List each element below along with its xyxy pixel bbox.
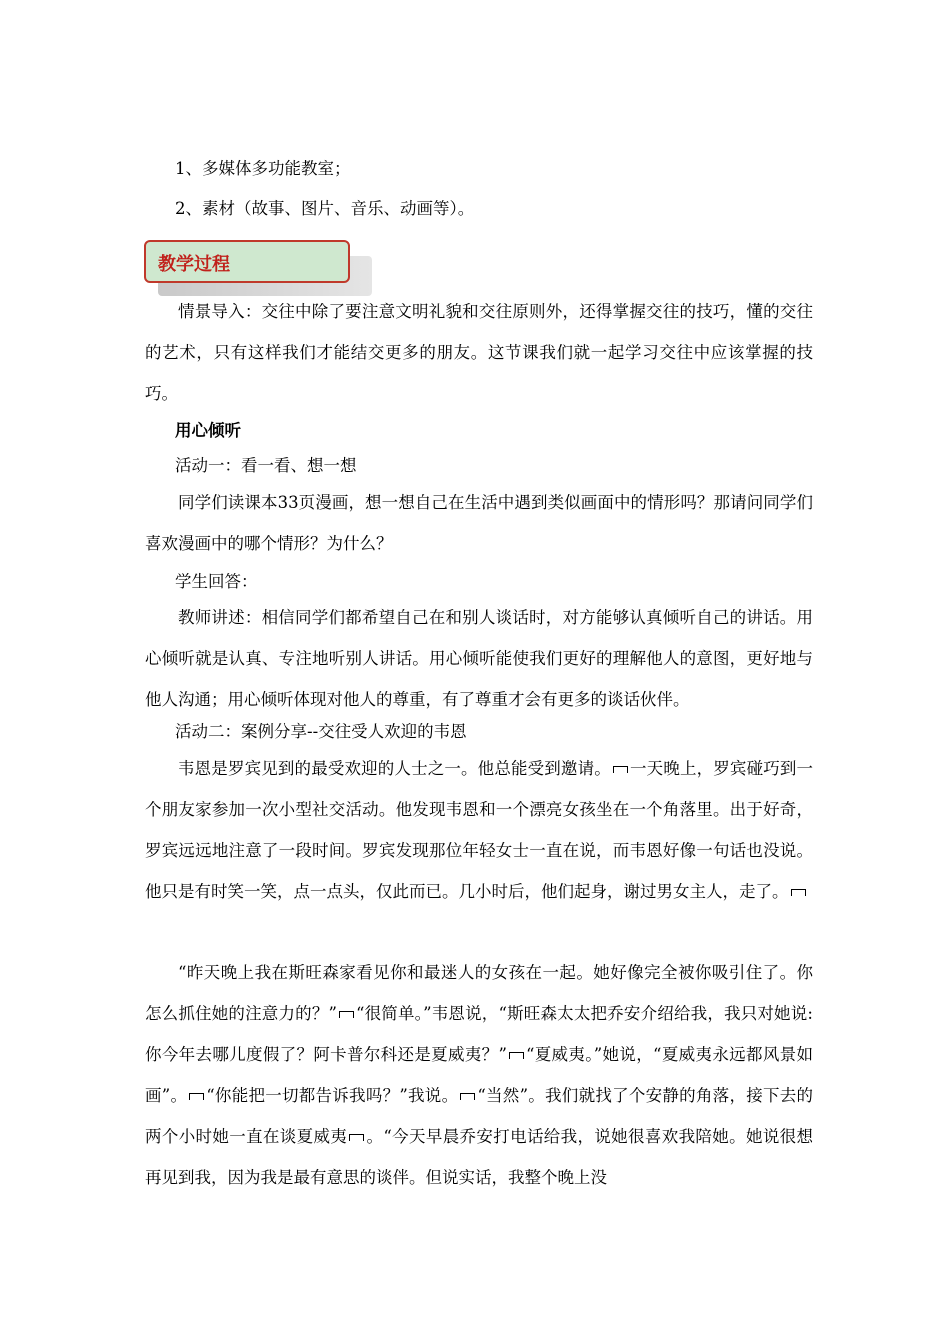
break-mark	[460, 1093, 475, 1100]
student-answer-label: 学生回答：	[175, 572, 258, 591]
story2-part-e: “当然”。我们就找了个安静的角落，接下去的两个小时她一直在谈夏威夷	[145, 1086, 814, 1146]
heading-title: 教学过程	[158, 254, 230, 275]
break-mark	[791, 889, 806, 896]
story2-part-b: “很简单。”韦恩说，“斯旺森太太把乔安介绍给我，我只对她说:你今年去哪儿度假了？阿卡普尔科还是夏威夷？”	[145, 1004, 813, 1064]
teacher-paragraph: 教师讲述：相信同学们都希望自己在和别人谈话时，对方能够认真倾听自己的讲话。用心倾听就是认真、专注地听别人讲话。用心倾听能使我们更好的理解他人的意图，更好地与他人沟通；用心倾听体现对他人的尊重，有了尊重才会有更多的谈话伙伴。	[145, 608, 813, 709]
story1-part-a: 韦恩是罗宾见到的最受欢迎的人士之一。他总能受到邀请。	[178, 759, 611, 778]
activity1-question: 同学们读课本33页漫画，想一想自己在生活中遇到类似画面中的情形吗？那请问同学们喜欢漫画中的哪个情形？为什么？	[145, 493, 813, 553]
break-mark	[339, 1011, 354, 1018]
story2-part-a: “昨天晚上我在斯旺森家看见你和最迷人的女孩在一起。她好像完全被你吸引住了。你怎么抓住她的注意力的？”	[145, 963, 813, 1023]
activity1-title: 活动一：看一看、想一想	[175, 456, 357, 475]
intro-paragraph: 情景导入：交往中除了要注意文明礼貌和交往原则外，还得掌握交往的技巧，懂的交往的艺术，只有这样我们才能结交更多的朋友。这节课我们就一起学习交往中应该掌握的技巧。	[145, 302, 813, 403]
break-mark	[613, 766, 628, 773]
story2-part-f: 。“今天早晨乔安打电话给我，说她很喜欢我陪她。她说很想再见到我，因为我是最有意思的谈伴。但说实话，我整个晚上没	[145, 1127, 814, 1187]
break-mark	[509, 1052, 524, 1059]
story-paragraph-1	[145, 748, 813, 912]
section-title: 用心倾听	[175, 421, 241, 440]
list-item-2: 2、素材（故事、图片、音乐、动画等）。	[175, 199, 475, 218]
story1-part-b: 一天晚上，罗宾碰巧到一个朋友家参加一次小型社交活动。他发现韦恩和一个漂亮女孩坐在一个角落里。出于好奇，罗宾远远地注意了一段时间。罗宾发现那位年轻女士一直在说，而韦恩好像一句话也没说。他只是有时笑一笑，点一点头，仅此而已。几小时后，他们起身，谢过男女主人，走了。	[145, 759, 814, 901]
break-mark	[189, 1093, 204, 1100]
list-item-1: 1、多媒体多功能教室；	[175, 159, 351, 178]
break-mark	[349, 1134, 364, 1141]
story-paragraph-2	[145, 952, 813, 1198]
story2-part-d: “你能把一切都告诉我吗？”我说。	[206, 1086, 459, 1105]
story2-part-c: “夏威夷。”她说，“夏威夷永远都风景如画”。	[145, 1045, 813, 1105]
activity2-title: 活动二：案例分享--交往受人欢迎的韦恩	[175, 722, 467, 741]
heading-box	[144, 240, 350, 283]
